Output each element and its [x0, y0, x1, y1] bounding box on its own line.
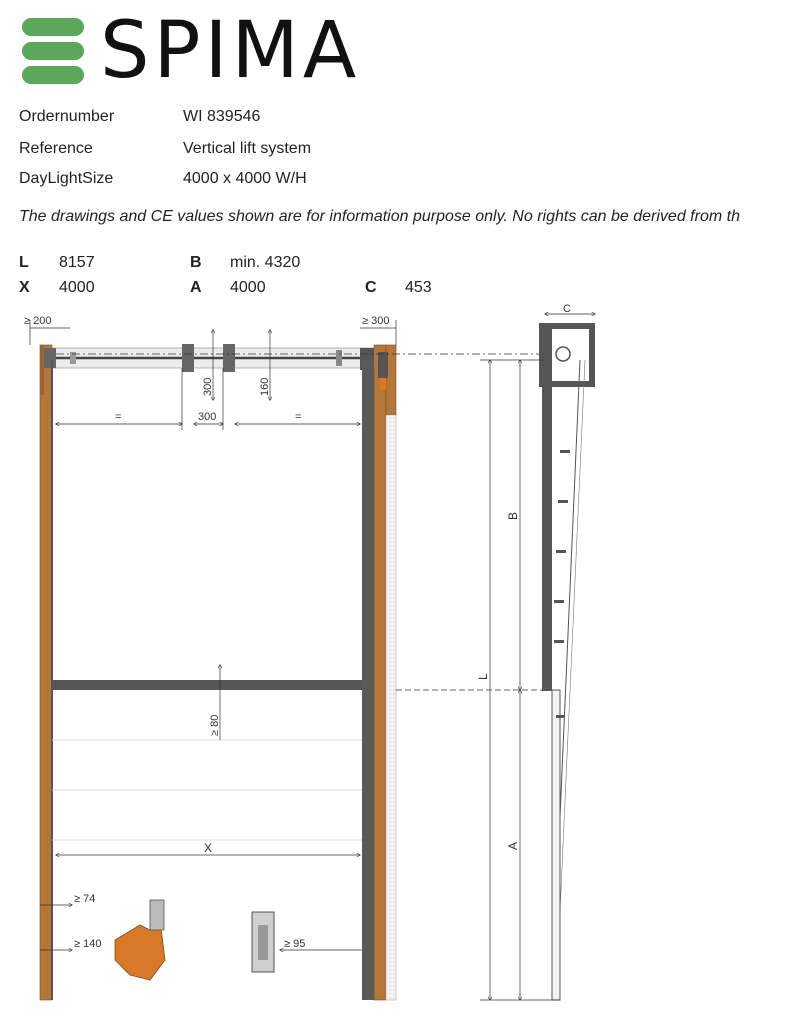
- label-min-74: ≥ 74: [74, 893, 96, 905]
- dim-c-key: C: [365, 279, 377, 296]
- daylightsize-label: DayLightSize: [19, 170, 114, 187]
- top-rail: [44, 344, 388, 390]
- daylightsize-value: 4000 x 4000 W/H: [183, 170, 307, 187]
- left-wall: [40, 345, 52, 1000]
- label-c: C: [563, 303, 571, 315]
- logo-bar-top: [22, 18, 84, 36]
- label-right-clearance: ≥ 300: [362, 315, 390, 327]
- dim-x-value: 4000: [59, 279, 95, 296]
- dim-b-key: B: [190, 254, 202, 271]
- side-view: [480, 314, 595, 1000]
- reference-value: Vertical lift system: [183, 140, 312, 157]
- label-eq-right: =: [295, 411, 302, 423]
- ordernumber-value: WI 839546: [183, 108, 261, 125]
- disclaimer-text: The drawings and CE values shown are for information purpose only. No rights can be derived from th: [19, 208, 740, 225]
- dim-l: [19, 254, 95, 272]
- label-eq-left: =: [115, 411, 122, 423]
- logo-bar-bottom: [22, 66, 84, 84]
- right-wall: [374, 345, 396, 1000]
- dim-x: [19, 279, 95, 297]
- dim-a-value: 4000: [230, 279, 266, 296]
- dim-c: [365, 279, 432, 297]
- dim-x-key: X: [19, 279, 30, 296]
- technical-drawing: [0, 300, 800, 1018]
- label-160: 160: [259, 377, 271, 396]
- label-a: A: [506, 841, 520, 850]
- grey-bracket: [252, 912, 274, 972]
- label-min-95: ≥ 95: [284, 938, 306, 950]
- dim-b: [190, 254, 300, 272]
- dim-l-value: 8157: [59, 254, 95, 271]
- label-center-width: 300: [198, 411, 217, 423]
- brand-name: SPIMA: [100, 6, 361, 96]
- label-min-80: ≥ 80: [209, 714, 221, 736]
- label-x: X: [204, 841, 213, 855]
- dim-a: [190, 279, 266, 297]
- dim-a-key: A: [190, 279, 202, 296]
- dim-c-value: 453: [405, 279, 432, 296]
- logo-bar-middle: [22, 42, 84, 60]
- label-l: L: [476, 673, 490, 680]
- ordernumber-label: Ordernumber: [19, 108, 115, 125]
- door-frame: [52, 360, 374, 1000]
- orange-bracket: [115, 900, 165, 980]
- reference-label: Reference: [19, 140, 93, 157]
- dim-b-value: min. 4320: [230, 254, 301, 271]
- label-min-140: ≥ 140: [74, 938, 102, 950]
- label-b: B: [506, 511, 520, 520]
- label-center-height: 300: [202, 377, 214, 396]
- dim-l-key: L: [19, 254, 29, 271]
- label-left-clearance: ≥ 200: [24, 315, 52, 327]
- spima-logo: [22, 6, 382, 96]
